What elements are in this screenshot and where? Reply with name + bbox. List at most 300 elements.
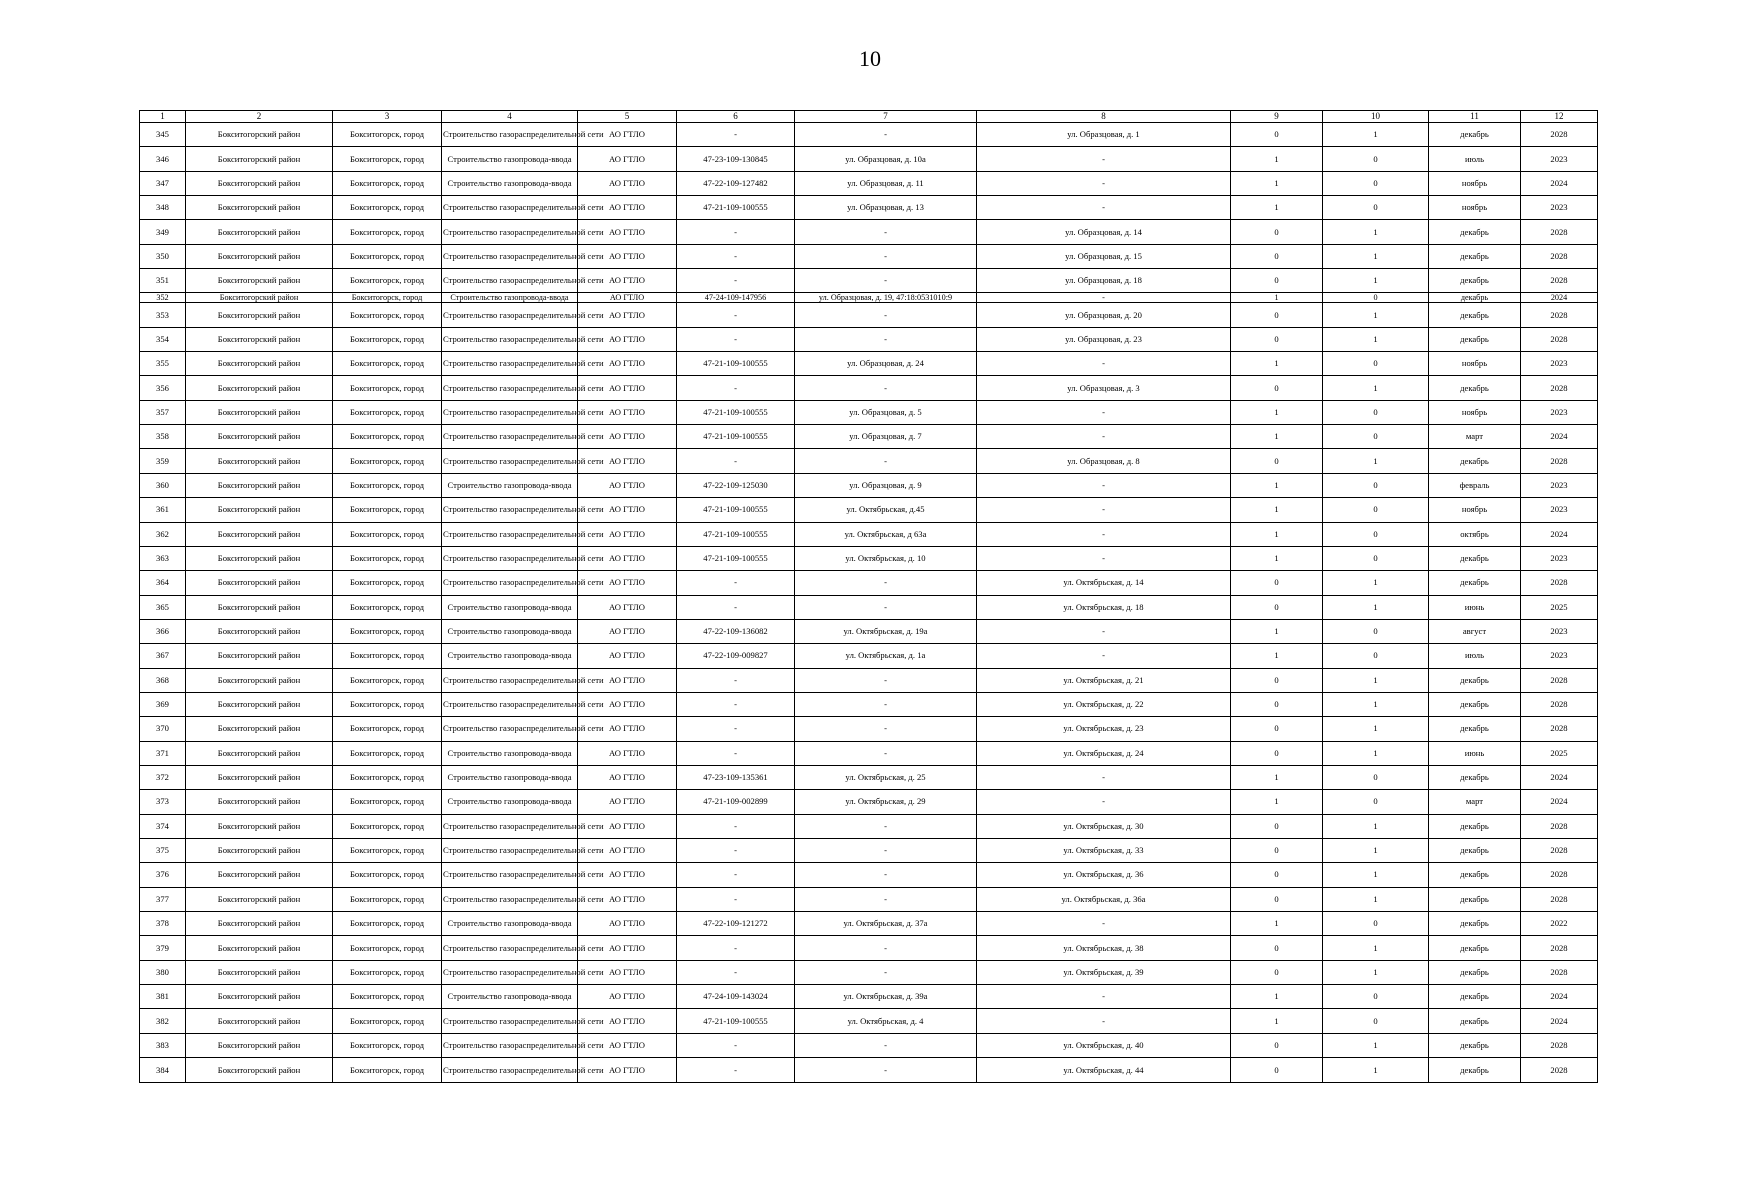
column-number-row bbox=[140, 111, 1598, 123]
organization-cell: АО ГТЛО bbox=[578, 765, 677, 789]
count-planned-cell: 1 bbox=[1323, 220, 1429, 244]
registration-number-cell: - bbox=[677, 595, 795, 619]
address-connected-cell: ул. Октябрьская, д.45 bbox=[795, 498, 977, 522]
district-cell: Бокситогорский район bbox=[186, 595, 333, 619]
registration-number-cell: - bbox=[677, 936, 795, 960]
month-cell: декабрь bbox=[1429, 936, 1521, 960]
row-number-cell: 345 bbox=[140, 123, 186, 147]
column-header: 11 bbox=[1429, 111, 1521, 123]
count-planned-cell: 0 bbox=[1323, 171, 1429, 195]
table-row bbox=[140, 863, 1598, 887]
month-cell: декабрь bbox=[1429, 220, 1521, 244]
settlement-cell: Бокситогорск, город bbox=[333, 220, 442, 244]
table-row bbox=[140, 1009, 1598, 1033]
month-cell: декабрь bbox=[1429, 960, 1521, 984]
district-cell: Бокситогорский район bbox=[186, 887, 333, 911]
work-type-cell: Строительство газопровода-ввода bbox=[442, 741, 578, 765]
settlement-cell: Бокситогорск, город bbox=[333, 1009, 442, 1033]
registration-number-cell: 47-21-109-100555 bbox=[677, 1009, 795, 1033]
count-connected-cell: 1 bbox=[1231, 1009, 1323, 1033]
registration-number-cell: - bbox=[677, 269, 795, 293]
address-planned-cell: - bbox=[977, 912, 1231, 936]
work-type-cell: Строительство газораспределительной сети bbox=[442, 1009, 578, 1033]
year-cell: 2024 bbox=[1521, 293, 1598, 303]
year-cell: 2022 bbox=[1521, 912, 1598, 936]
row-number-cell: 352 bbox=[140, 293, 186, 303]
table-row bbox=[140, 498, 1598, 522]
work-type-cell: Строительство газораспределительной сети bbox=[442, 244, 578, 268]
count-planned-cell: 0 bbox=[1323, 425, 1429, 449]
year-cell: 2024 bbox=[1521, 522, 1598, 546]
count-connected-cell: 1 bbox=[1231, 522, 1323, 546]
table-row bbox=[140, 400, 1598, 424]
registration-number-cell: 47-21-109-100555 bbox=[677, 498, 795, 522]
address-planned-cell: ул. Октябрьская, д. 36а bbox=[977, 887, 1231, 911]
address-connected-cell: - bbox=[795, 303, 977, 327]
year-cell: 2028 bbox=[1521, 376, 1598, 400]
table-row bbox=[140, 790, 1598, 814]
year-cell: 2023 bbox=[1521, 546, 1598, 570]
district-cell: Бокситогорский район bbox=[186, 571, 333, 595]
count-connected-cell: 0 bbox=[1231, 936, 1323, 960]
district-cell: Бокситогорский район bbox=[186, 790, 333, 814]
settlement-cell: Бокситогорск, город bbox=[333, 571, 442, 595]
address-planned-cell: ул. Октябрьская, д. 33 bbox=[977, 838, 1231, 862]
address-planned-cell: ул. Октябрьская, д. 40 bbox=[977, 1033, 1231, 1057]
count-planned-cell: 1 bbox=[1323, 595, 1429, 619]
settlement-cell: Бокситогорск, город bbox=[333, 936, 442, 960]
row-number-cell: 377 bbox=[140, 887, 186, 911]
work-type-cell: Строительство газопровода-ввода bbox=[442, 912, 578, 936]
row-number-cell: 350 bbox=[140, 244, 186, 268]
row-number-cell: 375 bbox=[140, 838, 186, 862]
address-connected-cell: - bbox=[795, 1033, 977, 1057]
settlement-cell: Бокситогорск, город bbox=[333, 1058, 442, 1083]
address-planned-cell: - bbox=[977, 546, 1231, 570]
settlement-cell: Бокситогорск, город bbox=[333, 741, 442, 765]
organization-cell: АО ГТЛО bbox=[578, 668, 677, 692]
district-cell: Бокситогорский район bbox=[186, 1009, 333, 1033]
registration-number-cell: - bbox=[677, 303, 795, 327]
address-planned-cell: - bbox=[977, 425, 1231, 449]
year-cell: 2028 bbox=[1521, 303, 1598, 327]
organization-cell: АО ГТЛО bbox=[578, 473, 677, 497]
registration-number-cell: - bbox=[677, 960, 795, 984]
settlement-cell: Бокситогорск, город bbox=[333, 717, 442, 741]
month-cell: июль bbox=[1429, 147, 1521, 171]
address-planned-cell: ул. Октябрьская, д. 23 bbox=[977, 717, 1231, 741]
row-number-cell: 348 bbox=[140, 196, 186, 220]
table-row bbox=[140, 449, 1598, 473]
registration-number-cell: 47-24-109-143024 bbox=[677, 985, 795, 1009]
table-row bbox=[140, 644, 1598, 668]
row-number-cell: 381 bbox=[140, 985, 186, 1009]
settlement-cell: Бокситогорск, город bbox=[333, 765, 442, 789]
district-cell: Бокситогорский район bbox=[186, 985, 333, 1009]
organization-cell: АО ГТЛО bbox=[578, 619, 677, 643]
row-number-cell: 363 bbox=[140, 546, 186, 570]
count-connected-cell: 1 bbox=[1231, 147, 1323, 171]
district-cell: Бокситогорский район bbox=[186, 400, 333, 424]
year-cell: 2023 bbox=[1521, 498, 1598, 522]
month-cell: декабрь bbox=[1429, 985, 1521, 1009]
count-connected-cell: 0 bbox=[1231, 887, 1323, 911]
district-cell: Бокситогорский район bbox=[186, 352, 333, 376]
row-number-cell: 382 bbox=[140, 1009, 186, 1033]
organization-cell: АО ГТЛО bbox=[578, 425, 677, 449]
organization-cell: АО ГТЛО bbox=[578, 352, 677, 376]
address-planned-cell: ул. Образцовая, д. 23 bbox=[977, 327, 1231, 351]
year-cell: 2028 bbox=[1521, 327, 1598, 351]
registration-number-cell: - bbox=[677, 668, 795, 692]
district-cell: Бокситогорский район bbox=[186, 814, 333, 838]
address-connected-cell: ул. Октябрьская, д. 19а bbox=[795, 619, 977, 643]
count-connected-cell: 0 bbox=[1231, 692, 1323, 716]
year-cell: 2023 bbox=[1521, 619, 1598, 643]
year-cell: 2028 bbox=[1521, 244, 1598, 268]
address-connected-cell: ул. Октябрьская, д 63а bbox=[795, 522, 977, 546]
count-connected-cell: 1 bbox=[1231, 473, 1323, 497]
work-type-cell: Строительство газораспределительной сети bbox=[442, 220, 578, 244]
year-cell: 2028 bbox=[1521, 220, 1598, 244]
month-cell: декабрь bbox=[1429, 717, 1521, 741]
settlement-cell: Бокситогорск, город bbox=[333, 400, 442, 424]
count-connected-cell: 1 bbox=[1231, 425, 1323, 449]
count-connected-cell: 0 bbox=[1231, 376, 1323, 400]
row-number-cell: 359 bbox=[140, 449, 186, 473]
table-row bbox=[140, 619, 1598, 643]
year-cell: 2028 bbox=[1521, 1033, 1598, 1057]
count-connected-cell: 0 bbox=[1231, 741, 1323, 765]
organization-cell: АО ГТЛО bbox=[578, 498, 677, 522]
year-cell: 2023 bbox=[1521, 196, 1598, 220]
organization-cell: АО ГТЛО bbox=[578, 327, 677, 351]
district-cell: Бокситогорский район bbox=[186, 644, 333, 668]
count-planned-cell: 1 bbox=[1323, 449, 1429, 473]
row-number-cell: 347 bbox=[140, 171, 186, 195]
count-planned-cell: 1 bbox=[1323, 887, 1429, 911]
table-row bbox=[140, 1033, 1598, 1057]
table-row bbox=[140, 303, 1598, 327]
organization-cell: АО ГТЛО bbox=[578, 269, 677, 293]
work-type-cell: Строительство газораспределительной сети bbox=[442, 838, 578, 862]
year-cell: 2028 bbox=[1521, 887, 1598, 911]
address-connected-cell: - bbox=[795, 668, 977, 692]
address-connected-cell: ул. Образцовая, д. 9 bbox=[795, 473, 977, 497]
count-planned-cell: 0 bbox=[1323, 522, 1429, 546]
registration-number-cell: 47-24-109-147956 bbox=[677, 293, 795, 303]
address-planned-cell: - bbox=[977, 522, 1231, 546]
address-planned-cell: ул. Октябрьская, д. 18 bbox=[977, 595, 1231, 619]
settlement-cell: Бокситогорск, город bbox=[333, 790, 442, 814]
column-header: 3 bbox=[333, 111, 442, 123]
count-planned-cell: 0 bbox=[1323, 985, 1429, 1009]
month-cell: декабрь bbox=[1429, 692, 1521, 716]
count-connected-cell: 1 bbox=[1231, 293, 1323, 303]
organization-cell: АО ГТЛО bbox=[578, 196, 677, 220]
district-cell: Бокситогорский район bbox=[186, 220, 333, 244]
address-planned-cell: - bbox=[977, 765, 1231, 789]
count-connected-cell: 1 bbox=[1231, 619, 1323, 643]
row-number-cell: 371 bbox=[140, 741, 186, 765]
table-row bbox=[140, 244, 1598, 268]
month-cell: декабрь bbox=[1429, 327, 1521, 351]
address-connected-cell: ул. Октябрьская, д. 4 bbox=[795, 1009, 977, 1033]
month-cell: декабрь bbox=[1429, 838, 1521, 862]
row-number-cell: 365 bbox=[140, 595, 186, 619]
table-row bbox=[140, 327, 1598, 351]
work-type-cell: Строительство газораспределительной сети bbox=[442, 936, 578, 960]
row-number-cell: 358 bbox=[140, 425, 186, 449]
count-connected-cell: 1 bbox=[1231, 498, 1323, 522]
address-planned-cell: ул. Октябрьская, д. 44 bbox=[977, 1058, 1231, 1083]
work-type-cell: Строительство газопровода-ввода bbox=[442, 171, 578, 195]
count-planned-cell: 1 bbox=[1323, 741, 1429, 765]
register-table bbox=[139, 110, 1598, 1083]
work-type-cell: Строительство газораспределительной сети bbox=[442, 376, 578, 400]
count-planned-cell: 1 bbox=[1323, 1033, 1429, 1057]
settlement-cell: Бокситогорск, город bbox=[333, 376, 442, 400]
month-cell: октябрь bbox=[1429, 522, 1521, 546]
address-planned-cell: - bbox=[977, 352, 1231, 376]
registration-number-cell: - bbox=[677, 692, 795, 716]
registration-number-cell: 47-21-109-100555 bbox=[677, 546, 795, 570]
settlement-cell: Бокситогорск, город bbox=[333, 644, 442, 668]
month-cell: декабрь bbox=[1429, 303, 1521, 327]
count-planned-cell: 0 bbox=[1323, 644, 1429, 668]
registration-number-cell: - bbox=[677, 220, 795, 244]
column-header: 8 bbox=[977, 111, 1231, 123]
table-row bbox=[140, 123, 1598, 147]
registration-number-cell: - bbox=[677, 838, 795, 862]
address-planned-cell: ул. Образцовая, д. 1 bbox=[977, 123, 1231, 147]
registration-number-cell: - bbox=[677, 327, 795, 351]
address-planned-cell: ул. Октябрьская, д. 14 bbox=[977, 571, 1231, 595]
year-cell: 2028 bbox=[1521, 838, 1598, 862]
settlement-cell: Бокситогорск, город bbox=[333, 269, 442, 293]
year-cell: 2028 bbox=[1521, 692, 1598, 716]
row-number-cell: 378 bbox=[140, 912, 186, 936]
month-cell: июнь bbox=[1429, 595, 1521, 619]
district-cell: Бокситогорский район bbox=[186, 147, 333, 171]
year-cell: 2023 bbox=[1521, 147, 1598, 171]
page-number: 10 bbox=[859, 46, 881, 71]
year-cell: 2028 bbox=[1521, 814, 1598, 838]
count-connected-cell: 0 bbox=[1231, 863, 1323, 887]
work-type-cell: Строительство газораспределительной сети bbox=[442, 327, 578, 351]
address-connected-cell: ул. Октябрьская, д. 10 bbox=[795, 546, 977, 570]
year-cell: 2023 bbox=[1521, 400, 1598, 424]
address-connected-cell: ул. Образцовая, д. 24 bbox=[795, 352, 977, 376]
month-cell: ноябрь bbox=[1429, 400, 1521, 424]
column-header: 12 bbox=[1521, 111, 1598, 123]
month-cell: декабрь bbox=[1429, 668, 1521, 692]
count-planned-cell: 1 bbox=[1323, 960, 1429, 984]
row-number-cell: 370 bbox=[140, 717, 186, 741]
address-connected-cell: - bbox=[795, 863, 977, 887]
count-planned-cell: 0 bbox=[1323, 352, 1429, 376]
count-connected-cell: 1 bbox=[1231, 985, 1323, 1009]
address-connected-cell: - bbox=[795, 692, 977, 716]
work-type-cell: Строительство газопровода-ввода bbox=[442, 644, 578, 668]
row-number-cell: 361 bbox=[140, 498, 186, 522]
organization-cell: АО ГТЛО bbox=[578, 936, 677, 960]
table-row bbox=[140, 960, 1598, 984]
registration-number-cell: 47-22-109-121272 bbox=[677, 912, 795, 936]
month-cell: июнь bbox=[1429, 741, 1521, 765]
count-planned-cell: 1 bbox=[1323, 303, 1429, 327]
organization-cell: АО ГТЛО bbox=[578, 814, 677, 838]
settlement-cell: Бокситогорск, город bbox=[333, 147, 442, 171]
registration-number-cell: - bbox=[677, 1033, 795, 1057]
count-connected-cell: 0 bbox=[1231, 303, 1323, 327]
address-connected-cell: - bbox=[795, 327, 977, 351]
district-cell: Бокситогорский район bbox=[186, 498, 333, 522]
year-cell: 2028 bbox=[1521, 571, 1598, 595]
month-cell: декабрь bbox=[1429, 123, 1521, 147]
month-cell: декабрь bbox=[1429, 571, 1521, 595]
work-type-cell: Строительство газораспределительной сети bbox=[442, 571, 578, 595]
count-planned-cell: 0 bbox=[1323, 765, 1429, 789]
year-cell: 2028 bbox=[1521, 269, 1598, 293]
row-number-cell: 384 bbox=[140, 1058, 186, 1083]
registration-number-cell: - bbox=[677, 571, 795, 595]
district-cell: Бокситогорский район bbox=[186, 425, 333, 449]
address-planned-cell: - bbox=[977, 1009, 1231, 1033]
registration-number-cell: 47-21-109-002899 bbox=[677, 790, 795, 814]
settlement-cell: Бокситогорск, город bbox=[333, 595, 442, 619]
district-cell: Бокситогорский район bbox=[186, 327, 333, 351]
address-connected-cell: ул. Образцовая, д. 19, 47:18:0531010:9 bbox=[795, 293, 977, 303]
district-cell: Бокситогорский район bbox=[186, 269, 333, 293]
address-connected-cell: - bbox=[795, 244, 977, 268]
table-row bbox=[140, 985, 1598, 1009]
row-number-cell: 360 bbox=[140, 473, 186, 497]
table-row bbox=[140, 269, 1598, 293]
count-planned-cell: 0 bbox=[1323, 790, 1429, 814]
month-cell: ноябрь bbox=[1429, 196, 1521, 220]
organization-cell: АО ГТЛО bbox=[578, 123, 677, 147]
table-row bbox=[140, 425, 1598, 449]
column-header: 4 bbox=[442, 111, 578, 123]
address-planned-cell: - bbox=[977, 400, 1231, 424]
table-row bbox=[140, 571, 1598, 595]
year-cell: 2028 bbox=[1521, 863, 1598, 887]
count-connected-cell: 1 bbox=[1231, 790, 1323, 814]
count-connected-cell: 0 bbox=[1231, 123, 1323, 147]
work-type-cell: Строительство газораспределительной сети bbox=[442, 352, 578, 376]
settlement-cell: Бокситогорск, город bbox=[333, 912, 442, 936]
district-cell: Бокситогорский район bbox=[186, 741, 333, 765]
district-cell: Бокситогорский район bbox=[186, 912, 333, 936]
column-header: 5 bbox=[578, 111, 677, 123]
row-number-cell: 356 bbox=[140, 376, 186, 400]
row-number-cell: 379 bbox=[140, 936, 186, 960]
month-cell: декабрь bbox=[1429, 887, 1521, 911]
month-cell: декабрь bbox=[1429, 1033, 1521, 1057]
address-connected-cell: - bbox=[795, 449, 977, 473]
address-planned-cell: - bbox=[977, 293, 1231, 303]
organization-cell: АО ГТЛО bbox=[578, 790, 677, 814]
address-planned-cell: - bbox=[977, 147, 1231, 171]
count-planned-cell: 1 bbox=[1323, 668, 1429, 692]
year-cell: 2024 bbox=[1521, 985, 1598, 1009]
settlement-cell: Бокситогорск, город bbox=[333, 449, 442, 473]
month-cell: ноябрь bbox=[1429, 171, 1521, 195]
count-connected-cell: 1 bbox=[1231, 644, 1323, 668]
address-connected-cell: ул. Октябрьская, д. 29 bbox=[795, 790, 977, 814]
address-connected-cell: ул. Образцовая, д. 13 bbox=[795, 196, 977, 220]
row-number-cell: 366 bbox=[140, 619, 186, 643]
count-connected-cell: 0 bbox=[1231, 668, 1323, 692]
count-connected-cell: 0 bbox=[1231, 838, 1323, 862]
district-cell: Бокситогорский район bbox=[186, 196, 333, 220]
registration-number-cell: 47-22-109-136082 bbox=[677, 619, 795, 643]
district-cell: Бокситогорский район bbox=[186, 960, 333, 984]
column-header: 1 bbox=[140, 111, 186, 123]
address-connected-cell: - bbox=[795, 376, 977, 400]
count-connected-cell: 0 bbox=[1231, 220, 1323, 244]
year-cell: 2028 bbox=[1521, 449, 1598, 473]
organization-cell: АО ГТЛО bbox=[578, 171, 677, 195]
year-cell: 2028 bbox=[1521, 1058, 1598, 1083]
settlement-cell: Бокситогорск, город bbox=[333, 473, 442, 497]
settlement-cell: Бокситогорск, город bbox=[333, 814, 442, 838]
settlement-cell: Бокситогорск, город bbox=[333, 546, 442, 570]
row-number-cell: 357 bbox=[140, 400, 186, 424]
work-type-cell: Строительство газораспределительной сети bbox=[442, 123, 578, 147]
settlement-cell: Бокситогорск, город bbox=[333, 123, 442, 147]
count-planned-cell: 0 bbox=[1323, 293, 1429, 303]
year-cell: 2023 bbox=[1521, 352, 1598, 376]
year-cell: 2028 bbox=[1521, 936, 1598, 960]
count-planned-cell: 1 bbox=[1323, 244, 1429, 268]
table-row bbox=[140, 936, 1598, 960]
work-type-cell: Строительство газораспределительной сети bbox=[442, 1058, 578, 1083]
district-cell: Бокситогорский район bbox=[186, 668, 333, 692]
address-connected-cell: - bbox=[795, 1058, 977, 1083]
work-type-cell: Строительство газораспределительной сети bbox=[442, 498, 578, 522]
organization-cell: АО ГТЛО bbox=[578, 244, 677, 268]
count-planned-cell: 1 bbox=[1323, 571, 1429, 595]
organization-cell: АО ГТЛО bbox=[578, 147, 677, 171]
address-connected-cell: - bbox=[795, 741, 977, 765]
registration-number-cell: - bbox=[677, 376, 795, 400]
address-connected-cell: - bbox=[795, 595, 977, 619]
settlement-cell: Бокситогорск, город bbox=[333, 960, 442, 984]
month-cell: декабрь bbox=[1429, 293, 1521, 303]
organization-cell: АО ГТЛО bbox=[578, 376, 677, 400]
count-connected-cell: 0 bbox=[1231, 269, 1323, 293]
table-row bbox=[140, 717, 1598, 741]
year-cell: 2023 bbox=[1521, 644, 1598, 668]
count-planned-cell: 0 bbox=[1323, 619, 1429, 643]
district-cell: Бокситогорский район bbox=[186, 473, 333, 497]
settlement-cell: Бокситогорск, город bbox=[333, 838, 442, 862]
work-type-cell: Строительство газораспределительной сети bbox=[442, 692, 578, 716]
year-cell: 2023 bbox=[1521, 473, 1598, 497]
month-cell: декабрь bbox=[1429, 269, 1521, 293]
count-planned-cell: 0 bbox=[1323, 1009, 1429, 1033]
organization-cell: АО ГТЛО bbox=[578, 1033, 677, 1057]
month-cell: декабрь bbox=[1429, 863, 1521, 887]
table-row bbox=[140, 352, 1598, 376]
address-planned-cell: ул. Образцовая, д. 20 bbox=[977, 303, 1231, 327]
organization-cell: АО ГТЛО bbox=[578, 303, 677, 327]
registration-number-cell: - bbox=[677, 741, 795, 765]
month-cell: декабрь bbox=[1429, 912, 1521, 936]
registration-number-cell: 47-21-109-100555 bbox=[677, 400, 795, 424]
